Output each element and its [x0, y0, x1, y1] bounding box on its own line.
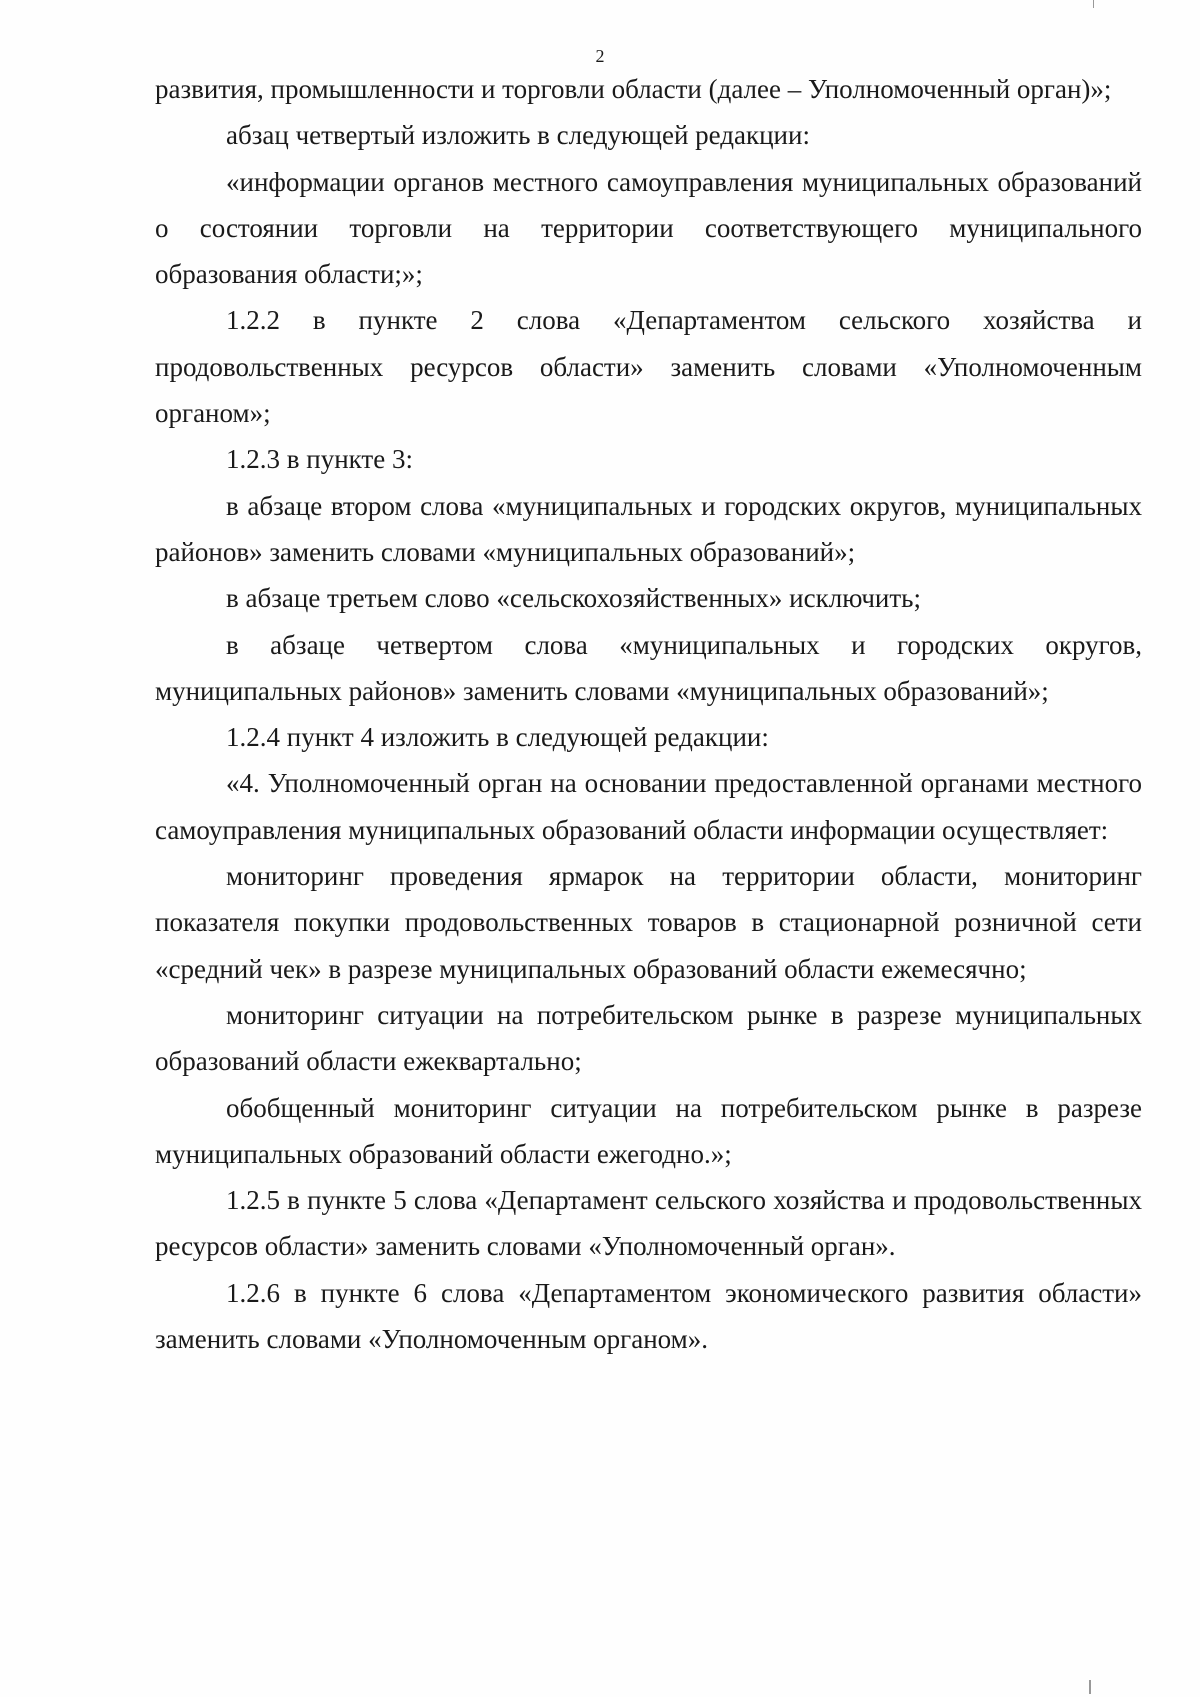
paragraph: 1.2.4 пункт 4 изложить в следующей редакции: [226, 722, 769, 753]
paragraph: в абзаце четвертом слова «муниципальных и городских округов, муниципальных районов» заменить словами «муниципальных образований»; [155, 629, 1142, 706]
scan-mark-top-right [1093, 0, 1094, 8]
paragraph: 1.2.5 в пункте 5 слова «Департамент сельского хозяйства и продовольственных ресурсов области» заменить словами «Уполномоченный орган». [155, 1185, 1142, 1262]
paragraph: мониторинг проведения ярмарок на территории области, мониторинг показателя покупки продовольственных товаров в стационарной розничной сети «средний чек» в разрезе муниципальных образований области ежемесячно; [155, 861, 1142, 984]
document-body [155, 66, 1142, 1362]
scan-mark-bottom-right [1089, 1680, 1091, 1694]
page-number: 2 [595, 46, 605, 66]
paragraph: в абзаце третьем слово «сельскохозяйственных» исключить; [226, 583, 921, 614]
paragraph: 1.2.3 в пункте 3: [226, 444, 413, 475]
paragraph: в абзаце втором слова «муниципальных и городских округов, муниципальных районов» заменить словами «муниципальных образований»; [155, 490, 1142, 567]
paragraph: абзац четвертый изложить в следующей редакции: [226, 120, 810, 151]
paragraph: мониторинг ситуации на потребительском рынке в разрезе муниципальных образований области ежеквартально; [155, 999, 1142, 1077]
paragraph: «информации органов местного самоуправления муниципальных образований о состоянии торговли на территории соответствующего муниципального образования области;»; [155, 166, 1142, 290]
paragraph: 1.2.6 в пункте 6 слова «Департаментом экономического развития области» заменить словами «Уполномоченным органом». [155, 1277, 1142, 1355]
paragraph: обобщенный мониторинг ситуации на потребительском рынке в разрезе муниципальных образований области ежегодно.»; [155, 1092, 1142, 1169]
paragraph: развития, промышленности и торговли области (далее – Уполномоченный орган)»; [155, 74, 1112, 104]
paragraph: 1.2.2 в пункте 2 слова «Департаментом сельского хозяйства и продовольственных ресурсов области» заменить словами «Уполномоченным органом»; [155, 305, 1142, 429]
paragraph: «4. Уполномоченный орган на основании предоставленной органами местного самоуправления муниципальных образований области информации осуществляет: [155, 768, 1142, 845]
